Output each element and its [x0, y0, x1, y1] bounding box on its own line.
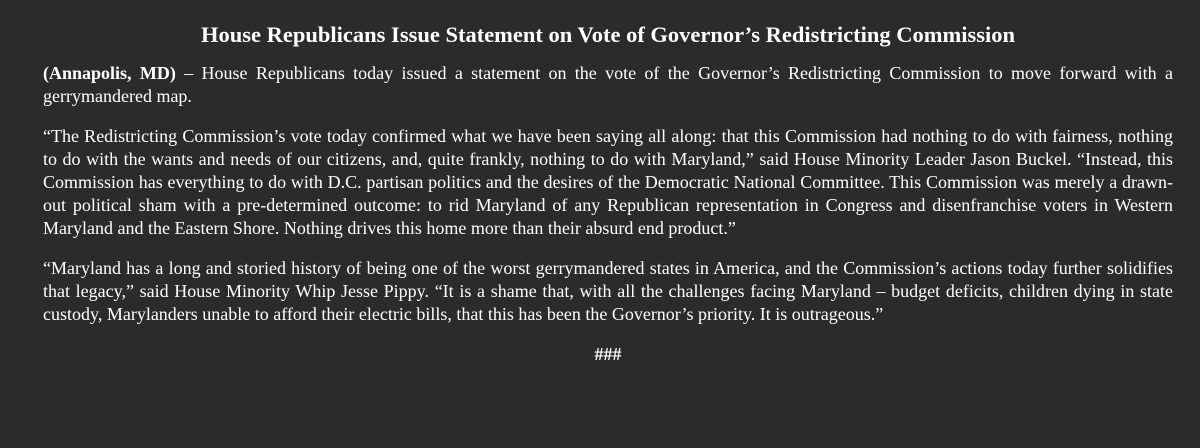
quote-paragraph-pippy: “Maryland has a long and storied history of being one of the worst gerrymandered states in America, and the Commission’s actions today further solidifies that legacy,” said House Minority Whip Jesse Pippy. “It is a shame that, with all the challenges facing Maryland – budget deficits, children dying in state custody, Marylanders unable to afford their electric bills, that this has been the Governor’s priority. It is outrageous.” [43, 258, 1173, 324]
headline: House Republicans Issue Statement on Vote of Governor’s Redistricting Commission [201, 22, 1015, 47]
intro-paragraph [43, 62, 1173, 108]
intro-text: – House Republicans today issued a statement on the vote of the Governor’s Redistricting Commission to move forward with a gerrymandered map. [43, 63, 1174, 106]
quote-paragraph-buckel: “The Redistricting Commission’s vote today confirmed what we have been saying all along: that this Commission had nothing to do with fairness, nothing to do with the wants and needs of our citizens, and, quite frankly, nothing to do with Maryland,” said House Minority Leader Jason Buckel. “Instead, this Commission has everything to do with D.C. partisan politics and the desires of the Democratic National Committee. This Commission was merely a drawn-out political sham with a pre-determined outcome: to rid Maryland of any Republican representation in Congress and disenfranchise voters in Western Maryland and the Eastern Shore. Nothing drives this home more than their absurd end product.” [43, 126, 1173, 238]
dateline: (Annapolis, MD) [43, 63, 176, 83]
end-mark: ### [594, 344, 622, 364]
